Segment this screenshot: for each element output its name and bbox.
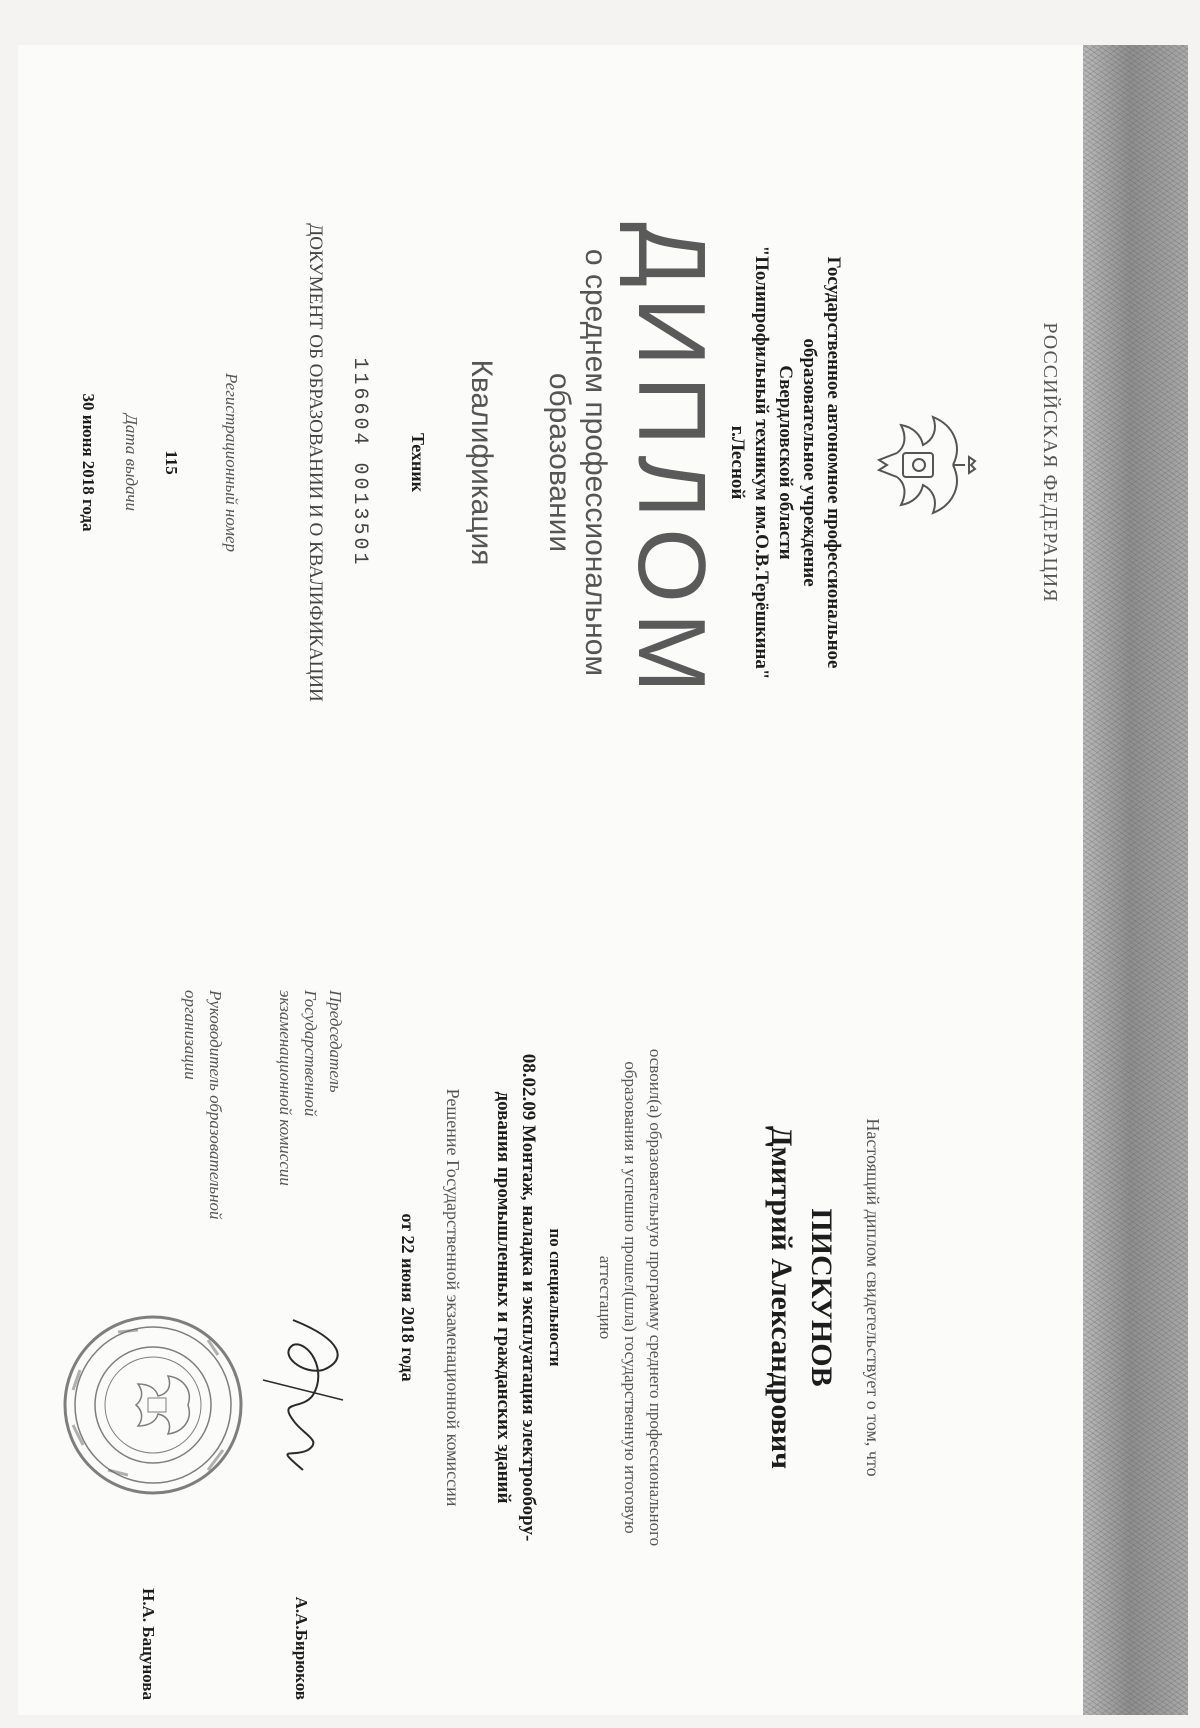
qualification-heading: Квалификация [465,359,498,566]
chairman-name: А.А.Бирюков [292,1596,311,1700]
specialty-line: дования промышленных и гражданских зданий [493,1091,514,1504]
certifies-text: Настоящий диплом свидетельствует о том, что [863,1118,883,1477]
diploma-number: 116604 0013501 [348,357,371,568]
diploma-body-panel [18,880,1083,1715]
director-label-line: организации [181,990,200,1080]
official-seal [58,1310,248,1500]
chairman-label-line: Государственной [301,990,320,1117]
reg-number: 115 [162,450,181,475]
institution-line: образовательное учреждение [799,338,820,587]
director-name: Н.А. Бацунова [139,1588,158,1700]
subtitle-line: образовании [543,372,576,553]
double-headed-eagle-emblem [863,405,983,525]
completion-line: образования и успешно прошел(шла) государственную итоговую [621,1061,640,1534]
diploma-sheet [18,45,1188,1715]
chairman-signature [253,1300,363,1490]
chairman-label [273,990,348,1310]
specialty-name [491,880,541,1715]
specialty-line: 08.02.09 Монтаж, наладка и эксплуатация электрообору- [518,1053,539,1542]
diploma-spread [18,45,1083,1715]
subtitle-line: о среднем профессиональном [579,248,612,677]
diploma-subtitle [541,45,613,880]
graduate-surname: ПИСКУНОВ [805,1208,838,1387]
chairman-label-line: экзаменационной комиссии [276,990,295,1186]
completion-text [593,880,668,1715]
director-label [178,990,228,1310]
document-type: ДОКУМЕНТ ОБ ОБРАЗОВАНИИ И О КВАЛИФИКАЦИИ [305,223,326,702]
decision-date: от 22 июня 2018 года [398,1213,418,1382]
institution-line: г.Лесной [727,425,748,500]
issue-date-label: Дата выдачи [122,414,141,511]
commission-decision: Решение Государственной экзаменационной комиссии [443,1088,463,1507]
country-name: РОССИЙСКАЯ ФЕДЕРАЦИЯ [1039,322,1061,603]
reg-number-label: Регистрационный номер [222,372,241,553]
institution-name [725,45,845,880]
issue-date: 30 июня 2018 года [79,393,98,532]
diploma-cover-panel [18,45,1083,880]
institution-line: Свердловской области [775,365,796,560]
director-label-line: Руководитель образовательной [206,990,225,1220]
guilloche-border [1083,45,1188,1715]
completion-line: аттестацию [596,1255,615,1340]
qualification-value: Техник [408,432,428,493]
specialty-label: по специальности [546,1228,565,1367]
chairman-label-line: Председатель [326,990,345,1093]
graduate-given-names: Дмитрий Александрович [765,1125,798,1470]
institution-line: "Полипрофильный техникум им.О.В.Терёшкина" [751,245,772,680]
completion-line: освоил(а) образовательную программу среднего профессионального [646,1048,665,1547]
diploma-title: ДИПЛОМ [618,222,725,703]
institution-line: Государственное автономное профессиональное [823,256,844,669]
